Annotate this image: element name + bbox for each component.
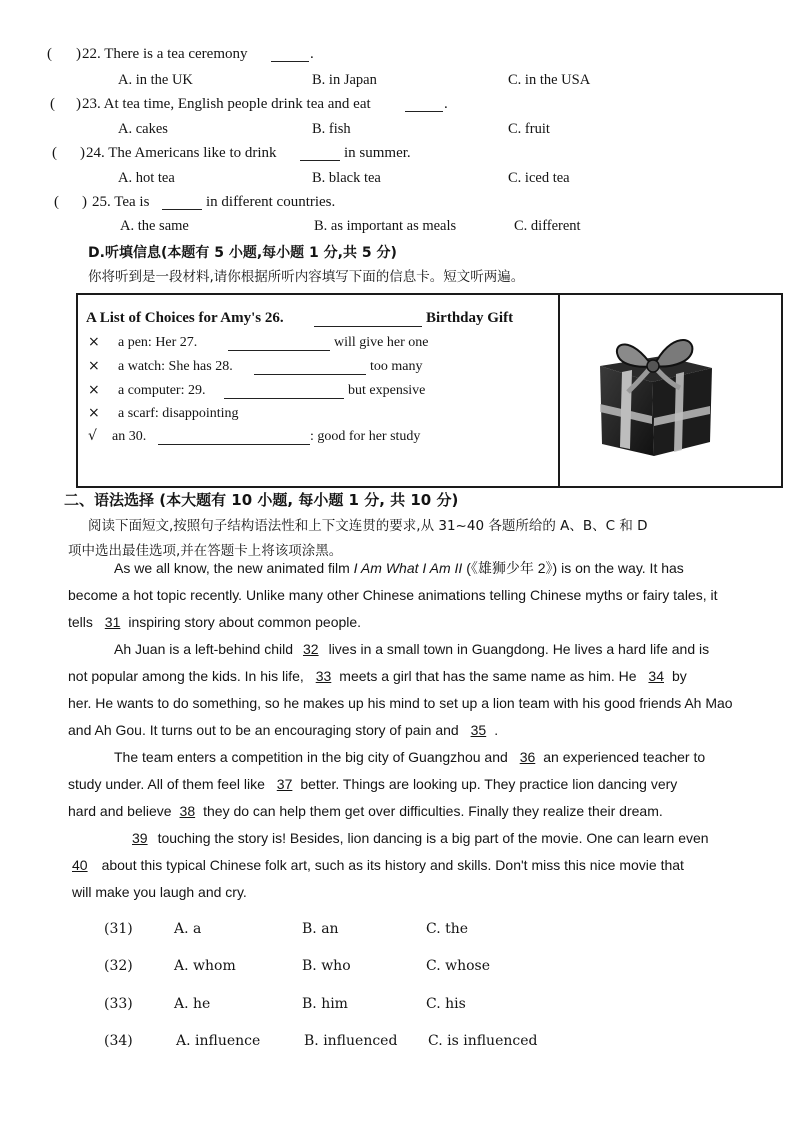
blank-27 — [228, 350, 330, 351]
row-3-tail: but expensive — [348, 383, 426, 398]
passage-p2-line1: Ah Juan is a left-behind child 32 lives in a small town in Guangdong. He lives a hard life and is — [114, 641, 710, 657]
passage-p4-line1: 39 touching the story is! Besides, lion dancing is a big part of the movie. One can learn even — [132, 830, 709, 846]
section-d-title: D.听填信息(本题有 5 小题,每小题 1 分,共 5 分) — [88, 245, 397, 261]
gift-box-icon — [592, 326, 718, 460]
q23-end: . — [444, 96, 448, 112]
passage-p4-line2: 40 about this typical Chinese folk art, such as its history and skills. Don't miss this nice movie that — [72, 857, 684, 873]
q22-blank — [271, 61, 309, 62]
q24-end: in summer. — [344, 145, 411, 161]
answer-33-option-c: C. his — [426, 996, 466, 1012]
answer-34-number: (34) — [104, 1033, 133, 1049]
answer-32-option-b: B. who — [302, 958, 351, 974]
answer-34-option-c: C. is influenced — [428, 1033, 538, 1049]
answer-33-number: (33) — [104, 996, 133, 1012]
q25-option-b: B. as important as meals — [314, 218, 457, 234]
row-2-mark: × — [88, 358, 100, 374]
answer-31-option-b: B. an — [302, 921, 339, 937]
passage-p3-line3: hard and believe 38 they do can help them get over difficulties. Finally they realize their dream. — [68, 803, 663, 819]
q22-option-c: C. in the USA — [508, 72, 591, 88]
q24-option-b: B. black tea — [312, 170, 381, 186]
answer-33-option-a: A. he — [174, 996, 211, 1012]
q23-option-a: A. cakes — [118, 121, 168, 137]
q22-option-b: B. in Japan — [312, 72, 377, 88]
section-2-title: 二、语法选择 (本大题有 10 小题, 每小题 1 分, 共 10 分) — [64, 491, 459, 509]
row-1-text: a pen: Her 27. — [118, 335, 198, 350]
section-d-instruction: 你将听到是一段材料,请你根据所听内容填写下面的信息卡。短文听两遍。 — [88, 269, 525, 285]
answer-31-option-a: A. a — [174, 921, 202, 937]
answer-32-number: (32) — [104, 958, 133, 974]
q23-option-b: B. fish — [312, 121, 351, 137]
row-4-mark: × — [88, 405, 100, 421]
q24-blank — [300, 160, 340, 161]
q24-paren-close: ) — [80, 145, 85, 161]
blank-29 — [224, 398, 344, 399]
q24-option-c: C. iced tea — [508, 170, 570, 186]
passage-p3-line1: The team enters a competition in the big city of Guangzhou and 36 an experienced teacher to — [114, 749, 706, 765]
row-5-tail: : good for her study — [310, 429, 421, 444]
q22-paren-open: ( — [47, 46, 52, 62]
row-5-text: an 30. — [112, 429, 147, 444]
row-1-mark: × — [88, 334, 100, 350]
q25-end: in different countries. — [206, 194, 336, 210]
q22-stem: 22. There is a tea ceremony — [82, 46, 248, 62]
q22-end: . — [310, 46, 314, 62]
answer-31-number: (31) — [104, 921, 133, 937]
q23-paren-close: ) — [76, 96, 81, 112]
passage-p1-line3: tells 31 inspiring story about common people. — [68, 614, 362, 630]
answer-34-option-a: A. influence — [176, 1033, 261, 1049]
row-3-mark: × — [88, 382, 100, 398]
q23-option-c: C. fruit — [508, 121, 550, 137]
row-5-mark: √ — [88, 428, 97, 444]
q23-blank — [405, 111, 443, 112]
q23-paren-open: ( — [50, 96, 55, 112]
q24-option-a: A. hot tea — [118, 170, 175, 186]
info-card-title-prefix: A List of Choices for Amy's 26. — [86, 310, 284, 326]
answer-33-option-b: B. him — [302, 996, 348, 1012]
answer-32-option-c: C. whose — [426, 958, 491, 974]
section-2-instruction-line1: 阅读下面短文,按照句子结构语法性和上下文连贯的要求,从 31~40 各题所给的 A、B、C 和 D — [88, 518, 648, 534]
passage-p1-line2: become a hot topic recently. Unlike many other Chinese animations telling Chinese myths or fairy tales, it — [68, 587, 718, 603]
blank-28 — [254, 374, 366, 375]
answer-32-option-a: A. whom — [174, 958, 236, 974]
q24-paren-open: ( — [52, 145, 57, 161]
q25-paren-close: ) — [82, 194, 87, 210]
row-2-tail: too many — [370, 359, 423, 374]
info-card-title-suffix: Birthday Gift — [426, 310, 514, 326]
row-3-text: a computer: 29. — [118, 383, 206, 398]
q25-stem: 25. Tea is — [92, 194, 150, 210]
q22-paren-close: ) — [76, 46, 81, 62]
passage-p2-line2: not popular among the kids. In his life, 33 meets a girl that has the same name as him. He 34 by — [68, 668, 687, 684]
passage-p1-line1: As we all know, the new animated film I Am What I Am II (《雄狮少年 2》) is on the way. It has — [114, 560, 684, 576]
row-1-tail: will give her one — [334, 335, 429, 350]
blank-26 — [314, 326, 422, 327]
passage-p3-line2: study under. All of them feel like 37 better. Things are looking up. They practice lion dancing very — [68, 776, 678, 792]
section-2-instruction-line2: 项中选出最佳选项,并在答题卡上将该项涂黑。 — [68, 543, 343, 559]
q22-option-a: A. in the UK — [118, 72, 193, 88]
q24-stem: 24. The Americans like to drink — [86, 145, 277, 161]
q25-paren-open: ( — [54, 194, 59, 210]
q25-option-a: A. the same — [120, 218, 189, 234]
q23-stem: 23. At tea time, English people drink tea and eat — [82, 96, 371, 112]
blank-30 — [158, 444, 310, 445]
passage-p4-line3: will make you laugh and cry. — [72, 884, 247, 900]
q25-option-c: C. different — [514, 218, 581, 234]
passage-p2-line3: her. He wants to do something, so he makes up his mind to set up a lion team with his good friends Ah Mao — [68, 695, 733, 711]
row-4-text: a scarf: disappointing — [118, 406, 239, 421]
answer-34-option-b: B. influenced — [304, 1033, 398, 1049]
row-2-text: a watch: She has 28. — [118, 359, 233, 374]
q25-blank — [162, 209, 202, 210]
passage-p2-line4: and Ah Gou. It turns out to be an encouraging story of pain and 35 . — [68, 722, 499, 738]
info-card-divider — [558, 293, 560, 488]
answer-31-option-c: C. the — [426, 921, 469, 937]
